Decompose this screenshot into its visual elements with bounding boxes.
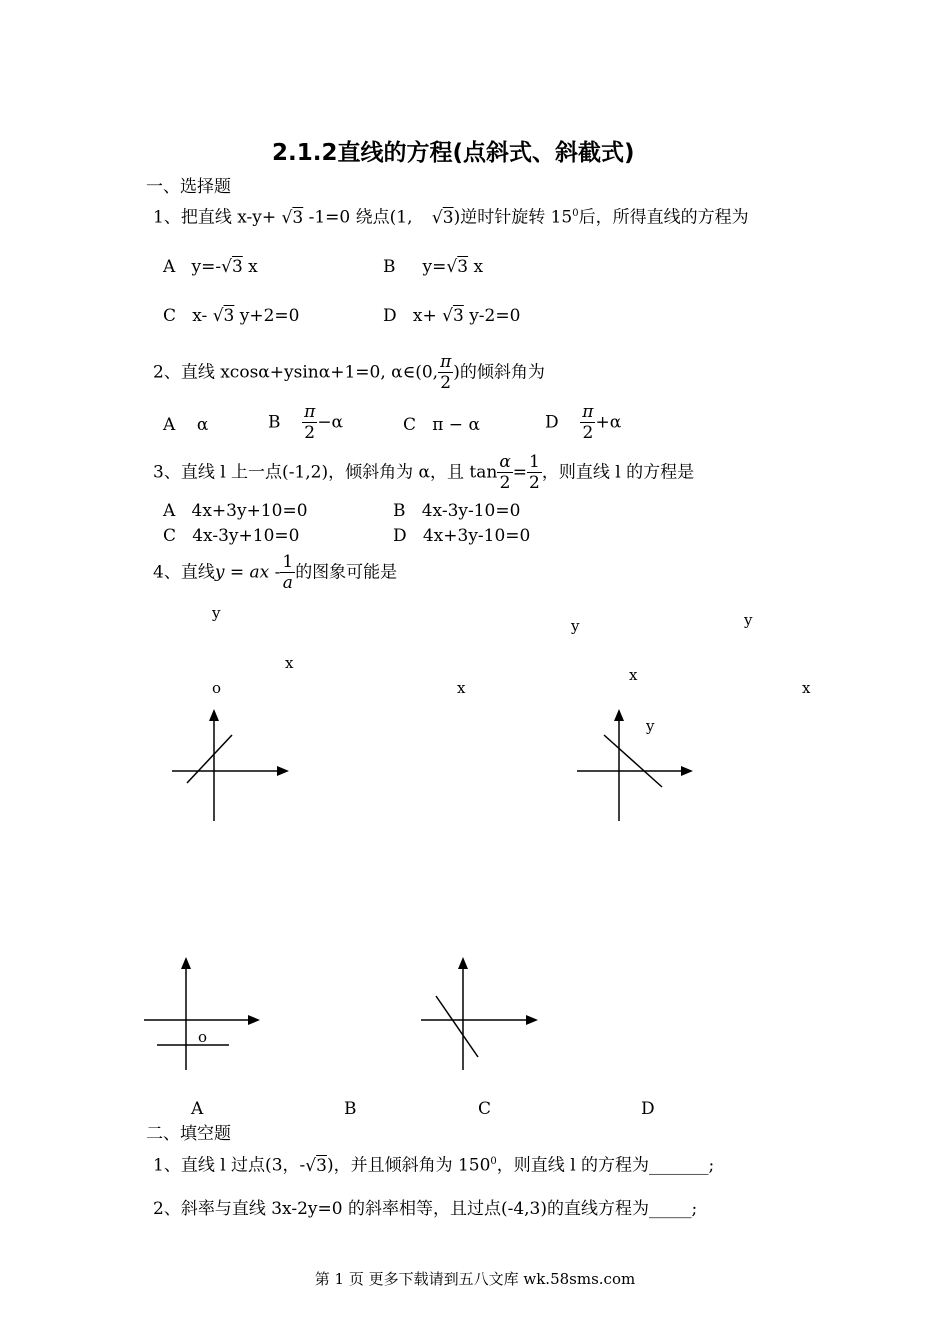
graph-label-x: x <box>802 679 811 697</box>
graph-label-y: y <box>571 617 580 635</box>
graph-top-right <box>577 709 693 821</box>
fill-question-2: 2、斜率与直线 3x-2y=0 的斜率相等，且过点(-4,3)的直线方程为_____; <box>153 1199 698 1219</box>
q1-option-b: B y=√3 x <box>383 257 484 277</box>
graph-label-y: y <box>212 604 221 622</box>
q1-degree: 0 <box>572 208 579 219</box>
graph-line <box>604 735 662 787</box>
q2-option-c: C π − α <box>403 415 480 435</box>
graph-label-y: y <box>744 611 753 629</box>
q3-option-a: A 4x+3y+10=0 <box>163 501 308 521</box>
arrow-right-icon <box>277 766 289 776</box>
q3-option-c: C 4x-3y+10=0 <box>163 526 300 546</box>
fill-question-1: 1、直线 l 过点(3，-√3)，并且倾斜角为 $150^0$，则直线 l 的方程为_______; <box>153 1155 715 1176</box>
arrow-up-icon <box>209 709 219 721</box>
sqrt-3: √3 <box>281 207 304 228</box>
graph-label-x: x <box>457 679 466 697</box>
arrow-right-icon <box>248 1015 260 1025</box>
graph-line <box>187 735 232 783</box>
graph-choice-c: C <box>478 1099 492 1119</box>
q3-option-d: D 4x+3y-10=0 <box>393 526 531 546</box>
arrow-up-icon <box>458 957 468 969</box>
q2-option-a: A α <box>163 415 209 435</box>
graph-bottom-left <box>144 957 260 1070</box>
q1-option-c: C x- √3 y+2=0 <box>163 306 300 326</box>
q1-text-post2: 后，所得直线的方程为 <box>578 207 749 228</box>
arrow-right-icon <box>526 1015 538 1025</box>
graph-choice-b: B <box>344 1099 357 1119</box>
q1-option-d: D x+ √3 y-2=0 <box>383 306 521 326</box>
section-heading-choice: 一、选择题 <box>146 177 231 197</box>
q2-option-d: D $\frac{\pi}{2}$ +α <box>545 402 622 443</box>
graph-label-x: x <box>285 654 294 672</box>
question-3: 3、直线 l 上一点(-1,2)，倾斜角为 α，且 tan $\frac{\alpha}{2}$ = $\frac{1}{2}$ ，则直线 l 的方程是 <box>153 452 695 493</box>
graph-label-x: x <box>629 666 638 684</box>
q1-text-mid: -1=0 绕点(1, <box>308 207 413 228</box>
graph-bottom-middle <box>421 957 538 1070</box>
graph-label-y: y <box>646 717 655 735</box>
q3-option-b: B 4x-3y-10=0 <box>393 501 521 521</box>
graph-label-o: o <box>198 1028 208 1046</box>
graph-choice-a: A <box>191 1099 204 1119</box>
q1-text-pre: 1、把直线 x-y+ <box>153 207 277 228</box>
arrow-right-icon <box>681 766 693 776</box>
arrow-up-icon <box>181 957 191 969</box>
page-footer: 第 1 页 更多下载请到五八文库 wk.58sms.com <box>314 1270 636 1288</box>
q1-text-post: )逆时针旋转 15 <box>453 207 573 228</box>
graph-choice-d: D <box>641 1099 655 1119</box>
graph-top-left <box>172 709 289 821</box>
graph-label-o: o <box>212 679 222 697</box>
section-heading-fill: 二、填空题 <box>146 1124 231 1144</box>
q1-option-a: A y=-√3 x <box>163 257 258 277</box>
page-title: 2.1.2直线的方程(点斜式、斜截式) <box>272 140 635 166</box>
sqrt-3: √3 <box>431 207 454 228</box>
q2-option-b: B $\frac{\pi}{2}$ −α <box>268 402 344 443</box>
question-2: 2、直线 xcosα+ysinα+1=0, α∈(0, $\frac{\pi}{2}$ )的倾斜角为 <box>153 352 545 393</box>
question-4: 4、直线y = ax - $\frac{1}{a}$ 的图象可能是 <box>153 552 398 593</box>
arrow-up-icon <box>614 709 624 721</box>
graph-line <box>436 996 478 1057</box>
